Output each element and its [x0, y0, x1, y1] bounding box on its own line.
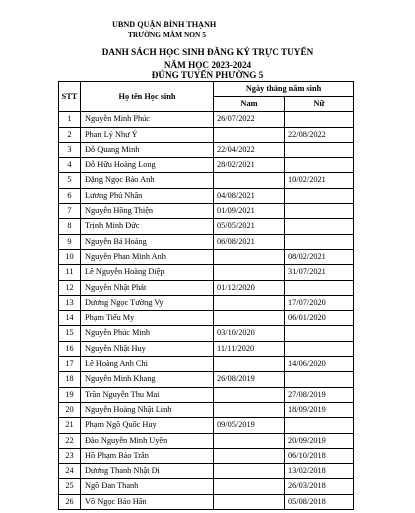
row-stt: 24: [59, 464, 81, 479]
row-student-name: Đỗ Quang Minh: [81, 142, 214, 157]
row-student-name: Nguyễn Bá Hoàng: [81, 234, 214, 249]
row-stt: 21: [59, 418, 81, 433]
student-table: [58, 81, 354, 510]
row-dob-female: [285, 372, 354, 387]
row-dob-female: 22/08/2022: [285, 127, 354, 142]
row-dob-female: 10/02/2021: [285, 173, 354, 188]
table-row: [59, 357, 354, 372]
row-stt: 15: [59, 326, 81, 341]
row-dob-female: 20/09/2019: [285, 433, 354, 448]
row-dob-male: [214, 173, 285, 188]
row-dob-male: [214, 448, 285, 463]
row-student-name: Nguyễn Nhật Huy: [81, 341, 214, 356]
district-name: UBND QUẬN BÌNH THẠNH: [112, 20, 217, 29]
table-row: [59, 402, 354, 417]
row-stt: 18: [59, 372, 81, 387]
row-student-name: Trần Nguyễn Thu Mai: [81, 387, 214, 402]
row-dob-female: [285, 158, 354, 173]
row-stt: 8: [59, 219, 81, 234]
row-dob-female: [285, 341, 354, 356]
table-row: [59, 494, 354, 509]
row-dob-male: [214, 357, 285, 372]
row-dob-female: 27/08/2019: [285, 387, 354, 402]
header-stt: STT: [59, 82, 81, 112]
row-dob-male: 01/12/2020: [214, 280, 285, 295]
table-row: [59, 295, 354, 310]
table-row: [59, 341, 354, 356]
header-student-name: Họ tên Học sinh: [81, 82, 214, 112]
row-dob-female: [285, 280, 354, 295]
header-male: Nam: [214, 97, 285, 112]
row-student-name: Phạm Ngô Quốc Huy: [81, 418, 214, 433]
row-dob-male: [214, 127, 285, 142]
table-row: [59, 479, 354, 494]
row-dob-male: 06/08/2021: [214, 234, 285, 249]
table-row: [59, 326, 354, 341]
table-row: [59, 433, 354, 448]
row-dob-male: [214, 464, 285, 479]
row-dob-male: [214, 249, 285, 264]
row-dob-female: [285, 204, 354, 219]
row-dob-male: 28/02/2021: [214, 158, 285, 173]
table-row: [59, 448, 354, 463]
row-dob-male: 01/09/2021: [214, 204, 285, 219]
table-row: [59, 219, 354, 234]
row-dob-female: 06/01/2020: [285, 311, 354, 326]
document-title: DANH SÁCH HỌC SINH ĐĂNG KÝ TRỰC TUYẾN: [101, 47, 314, 57]
row-dob-male: 03/10/2020: [214, 326, 285, 341]
row-student-name: Phan Lý Như Ý: [81, 127, 214, 142]
table-row: [59, 464, 354, 479]
row-student-name: Dương Thanh Nhật Di: [81, 464, 214, 479]
row-student-name: Nguyễn Phúc Minh: [81, 326, 214, 341]
row-stt: 20: [59, 402, 81, 417]
row-dob-male: 22/04/2022: [214, 142, 285, 157]
table-row: [59, 188, 354, 203]
table-row: [59, 234, 354, 249]
row-dob-male: 04/08/2021: [214, 188, 285, 203]
row-dob-female: 06/10/2018: [285, 448, 354, 463]
row-stt: 10: [59, 249, 81, 264]
header-female: Nữ: [285, 97, 354, 112]
table-row: [59, 158, 354, 173]
row-stt: 17: [59, 357, 81, 372]
row-dob-male: 11/11/2020: [214, 341, 285, 356]
row-dob-female: [285, 234, 354, 249]
row-student-name: Lương Phú Nhân: [81, 188, 214, 203]
row-stt: 13: [59, 295, 81, 310]
row-dob-female: [285, 142, 354, 157]
row-stt: 25: [59, 479, 81, 494]
row-student-name: Hồ Phạm Bảo Trân: [81, 448, 214, 463]
row-dob-female: [285, 112, 354, 127]
row-stt: 2: [59, 127, 81, 142]
school-name: TRƯỜNG MẦM NON 5: [128, 30, 206, 39]
row-dob-male: [214, 295, 285, 310]
row-dob-female: 17/07/2020: [285, 295, 354, 310]
table-row: [59, 112, 354, 127]
row-student-name: Nguyễn Phan Minh Anh: [81, 249, 214, 264]
table-row: [59, 372, 354, 387]
row-dob-male: [214, 479, 285, 494]
row-dob-female: [285, 418, 354, 433]
row-dob-female: 05/08/2018: [285, 494, 354, 509]
row-student-name: Đỗ Hữu Hoàng Long: [81, 158, 214, 173]
row-stt: 19: [59, 387, 81, 402]
row-dob-female: 18/09/2019: [285, 402, 354, 417]
school-year: NĂM HỌC 2023-2024: [163, 60, 252, 70]
row-student-name: Nguyễn Minh Khang: [81, 372, 214, 387]
row-dob-male: [214, 402, 285, 417]
row-student-name: Võ Ngọc Bảo Hân: [81, 494, 214, 509]
row-dob-female: 31/07/2021: [285, 265, 354, 280]
row-stt: 3: [59, 142, 81, 157]
row-student-name: Trịnh Minh Đức: [81, 219, 214, 234]
ward-subtitle: ĐÚNG TUYẾN PHƯỜNG 5: [151, 70, 264, 80]
table-row: [59, 204, 354, 219]
table-row: [59, 311, 354, 326]
row-stt: 12: [59, 280, 81, 295]
table-row: [59, 142, 354, 157]
row-stt: 23: [59, 448, 81, 463]
row-stt: 5: [59, 173, 81, 188]
row-stt: 26: [59, 494, 81, 509]
row-dob-male: [214, 265, 285, 280]
row-dob-female: [285, 219, 354, 234]
row-dob-male: 26/08/2019: [214, 372, 285, 387]
table-row: [59, 173, 354, 188]
row-dob-male: [214, 433, 285, 448]
row-dob-male: 05/05/2021: [214, 219, 285, 234]
row-student-name: Dương Ngọc Tường Vy: [81, 295, 214, 310]
row-stt: 7: [59, 204, 81, 219]
row-stt: 14: [59, 311, 81, 326]
row-dob-female: 14/06/2020: [285, 357, 354, 372]
row-dob-female: 13/02/2018: [285, 464, 354, 479]
header-date-of-birth: Ngày tháng năm sinh: [214, 82, 354, 97]
table-row: [59, 280, 354, 295]
table-row: [59, 387, 354, 402]
row-dob-female: 26/03/2018: [285, 479, 354, 494]
row-student-name: Đào Nguyễn Minh Uyên: [81, 433, 214, 448]
row-dob-male: [214, 311, 285, 326]
row-student-name: Nguyễn Hồng Thiện: [81, 204, 214, 219]
row-stt: 4: [59, 158, 81, 173]
table-row: [59, 249, 354, 264]
row-stt: 1: [59, 112, 81, 127]
table-row: [59, 127, 354, 142]
table-row: [59, 418, 354, 433]
row-stt: 9: [59, 234, 81, 249]
row-student-name: Nguyễn Nhật Phát: [81, 280, 214, 295]
row-dob-male: 26/07/2022: [214, 112, 285, 127]
row-dob-male: [214, 494, 285, 509]
table-row: [59, 265, 354, 280]
row-student-name: Đặng Ngọc Bảo Anh: [81, 173, 214, 188]
row-student-name: Ngô Đan Thanh: [81, 479, 214, 494]
row-stt: 6: [59, 188, 81, 203]
row-dob-female: [285, 188, 354, 203]
row-stt: 16: [59, 341, 81, 356]
row-dob-male: [214, 387, 285, 402]
row-dob-male: 09/05/2019: [214, 418, 285, 433]
row-student-name: Nguyễn Hoàng Nhật Linh: [81, 402, 214, 417]
row-stt: 11: [59, 265, 81, 280]
row-dob-female: [285, 326, 354, 341]
row-student-name: Lê Nguyễn Hoàng Diệp: [81, 265, 214, 280]
row-student-name: Nguyễn Minh Phúc: [81, 112, 214, 127]
row-dob-female: 08/02/2021: [285, 249, 354, 264]
table-body: [59, 112, 354, 510]
row-student-name: Phạm Tiểu My: [81, 311, 214, 326]
row-student-name: Lê Hoàng Anh Chi: [81, 357, 214, 372]
row-stt: 22: [59, 433, 81, 448]
